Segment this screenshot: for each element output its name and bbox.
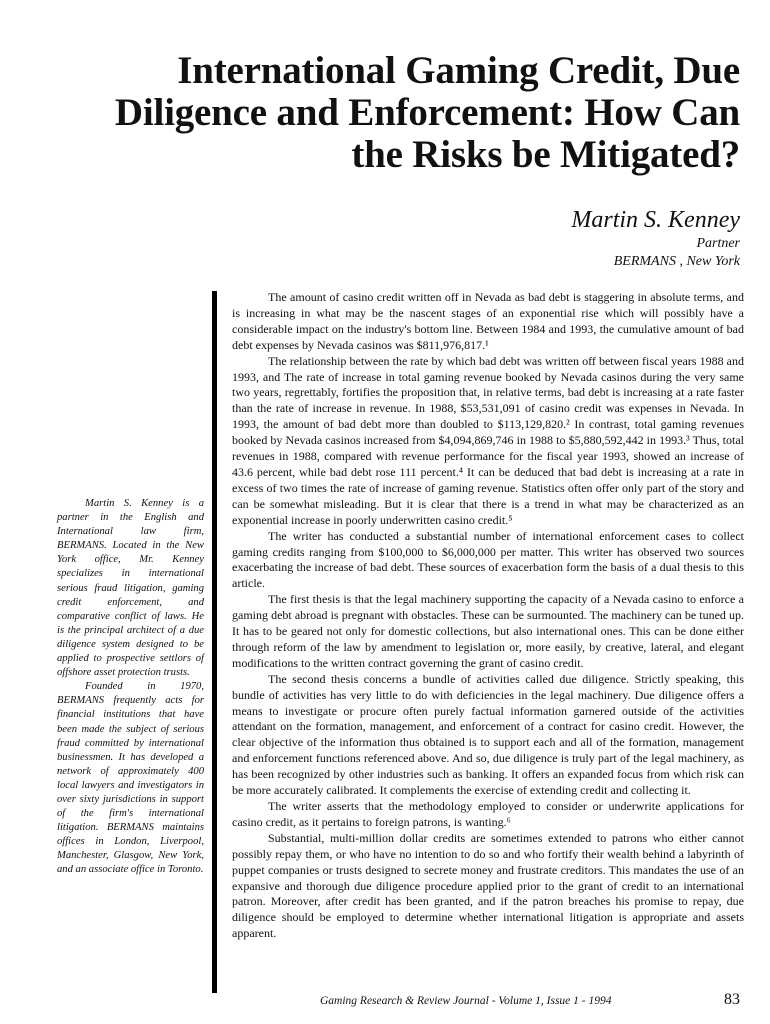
title-line-3: the Risks be Mitigated? (351, 133, 740, 176)
journal-footer: Gaming Research & Review Journal - Volume 1, Issue 1 - 1994 (320, 995, 612, 1007)
author-block (340, 205, 740, 271)
body-paragraph-1: The amount of casino credit written off in Nevada as bad debt is staggering in absolute terms, and is increasing in what may be the nascent stages of an exponential rise which will possibly have a considerable impact on the industry's bottom line. Between 1984 and 1993, the cumulative amount of bad debt expenses by Nevada casinos was $811,976,817.¹ (232, 290, 744, 352)
vertical-rule (212, 291, 217, 993)
body-paragraph-2: The relationship between the rate by which bad debt was written off between fiscal years 1988 and 1993, and The rate of increase in total gaming revenue booked by Nevada casinos during the very same two years, regrettably, fortifies the proposition that, in relative terms, bad debt is increasing at a rate faster than the rate of increase in revenue. In 1988, $53,531,091 of casino credit was expenses in Nevada. In 1993, the amount of bad debt more than doubled to $113,129,820.² In contrast, total gaming revenues booked by Nevada casinos increased from $4,094,869,746 in 1988 to $5,880,592,442 in 1993.³ Thus, total revenues in 1988, compared with revenue performance for the fiscal year 1993, showed an increase of 43.6 percent, while bad debt rose 111 percent.⁴ It can be deduced that bad debt is increasing at a rate in excess of two times the rate of increase of gaming revenue. Statistics often offer only part of the story and can be somewhat misleading. But it is clear that there is a trend in what may be characterized as an exponential increase in poorly underwritten casino credit.⁵ (232, 353, 744, 527)
body-paragraph-5: The second thesis concerns a bundle of activities called due diligence. Strictly speaking, this bundle of activities has very little to do with deficiencies in the legal machinery. Due diligence offers a means to investigate or procure often purely factual information garnered outside of the activities attendant on the formation, management, and enforcement of a contract for casino credit. However, the clear objective of the information thus obtained is to support each and all of the formation, management and enforcement functions referenced above. And so, due diligence is truly part of the legal machinery, as has been recognized by other industries such as banking. It offers an expanded focus from which risk can be more accurately calibrated. It complements the exercise of extending credit and collecting it. (232, 671, 744, 798)
author-affiliation: BERMANS , New York (613, 254, 740, 269)
author-role: Partner (696, 236, 740, 251)
firm-paragraph: Founded in 1970, BERMANS frequently acts for financial institutions that have been made the subject of serious fraud committed by international businessmen. It has developed a network of approximately 400 local lawyers and investigators in over sixty jurisdictions in support of the firm's international litigation. BERMANS maintains offices in London, Liverpool, Manchester, Glasgow, New York, and an associate office in Toronto. (57, 681, 204, 876)
bio-paragraph: Martin S. Kenney is a partner in the English and International law firm, BERMANS. Located in the New York office, Mr. Kenney specializes in international serious fraud litigation, gaming credit enforcement, and comparative conflict of laws. He is the principal architect of a due diligence system designed to be applied to prospective settlors of offshore asset protection trusts. (57, 498, 204, 679)
title-line-2: Diligence and Enforcement: How Can (114, 91, 740, 134)
page-number: 83 (724, 991, 740, 1008)
body-paragraph-3: The writer has conducted a substantial number of international enforcement cases to collect gaming credits ranging from $100,000 to $6,000,000 per matter. This writer has observed two sources exacerbating the increase of bad debt. These sources of exacerbation form the basis of a dual thesis to this article. (232, 528, 744, 591)
author-bio-sidebar (57, 497, 204, 878)
body-paragraph-4: The first thesis is that the legal machinery supporting the capacity of a Nevada casino to enforce a gaming debt abroad is pregnant with obstacles. These can be surmounted. The machinery can be tuned up. It has to be geared not only for domestic collections, but also international ones. This can be done either through reform of the law by amendment to legislation or, more easily, by creative, lateral, and elegant modifications to the written contract governing the grant of casino credit. (232, 592, 744, 670)
body-paragraph-6: The writer asserts that the methodology employed to consider or underwrite applications for casino credit, as it pertains to foreign patrons, is wanting.⁶ (232, 799, 744, 829)
article-title (60, 50, 740, 176)
body-paragraph-7: Substantial, multi-million dollar credits are sometimes extended to patrons who either cannot possibly repay them, or who have no intention to do so and who fortify their wealth behind a labyrinth of puppet companies or trusts designed to secrete money and frustrate creditors. This mandates the use of an expansive and thorough due diligence procedure applied prior to the grant of credit to an international patron. Moreover, after credit has been granted, and if the patron breaches his promise to repay, due diligence should be employed to determine whether international litigation is appropriate and assets apparent. (232, 830, 744, 941)
author-name: Martin S. Kenney (571, 207, 740, 233)
article-body (232, 290, 744, 942)
title-line-1: International Gaming Credit, Due (177, 49, 740, 92)
